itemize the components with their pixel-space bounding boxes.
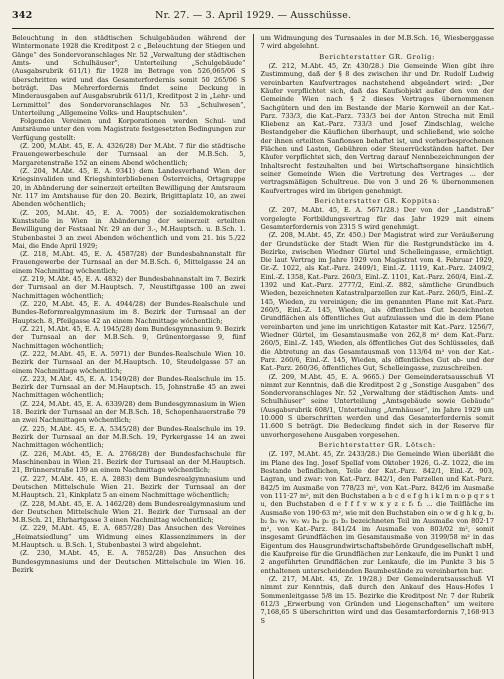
reporter-heading: Berichterstatter GR. Koppitsa: [314,196,441,205]
paragraph: (Z. 218, M.Abt. 45, E. A. 4587/28) der Bundesbahnanstalt für Frauengewerbe der Turnsaal an der M.B.Sch. 6, Mittelgasse 24 an einem Nachmittag wöchentlich; [12,250,246,275]
paragraph: um Widmungung des Turnsaales in der M.B.Sch. 16, Wiesberggasse 7 wird abgelehnt. [260,34,494,51]
paragraph: (Z. 205, M.Abt. 45, E. A. 7005) der sozialdemokratischen Kunststelle in Wien in Abänderung der seinerzeit erteilten Bewilligung der Festsaal Nr. 29 an der 3.-, M.Hauptsch. u. B.Sch. 1. Stubenbastei 3 an zwei Abenden wöchentlich und vom 21. bis 5./22 Mai, die Ende April 1929; [12,208,246,250]
paragraph: (Z. 207, M.Abt. 45, E. A. 5671/28.) Der von der „Landstraß“ vorgelegte Fortbildungsvertrag für das Jahr 1929 mit einem Gesamterfordernis von 2315 S wird genehmigt. [260,206,494,231]
left-column [12,34,251,679]
issue-line: Nr. 27. — 3. April 1929. — Ausschüsse. [155,10,352,21]
paragraph: Beleuchtung in den städtischen Schulgebäuden während der Wintermonate 1928 die Kreditpost 2 c „Beleuchtung der Stiegen und Gänge“ des Sondervoranschlages Nr. 52 „Verwaltung der städtischen Amts- und Schulhäuser“, Unterteilung „Schulgebäude“ (Ausgabsrubrik 611/1) für 1928 im Betrage von 526,065/06 S überschritten wird und das Gesamterfordernis somit 50 265/06 S beträgt. Das Mehrerfordernis findet seine Deckung in Minderausgaben auf Ausgabsrubrik 611/1, Kreditpost 2 in „Lehr- und Lernmittel“ des Sondervoranschlages Nr. 53 „Schulwesen“, Unterteilung „Allgemeine Volks- und Hauptschulen“. [12,34,246,117]
paragraph: (Z. 227, M.Abt. 45, E. A. 2883) dem Bundesrealgymnasium und Deutschen Mittelschule Wien 21. Bezirk der Turnsaal an der M.Hauptsch. 21, Kinkplatz 5 an einem Nachmittage wöchentlich; [12,474,246,500]
page-number: 342 [12,10,33,21]
reporter-heading: Berichterstatter GR. Grolig: [319,52,436,61]
paragraph: (Z. 220, M.Abt. 45, E. A. 4944/28) der Bundes-Realschule und Bundes-Reformrealgymnasium im 8. Bezirk der Turnsaal an der Hauptsch. 8, Pfeilgasse 42 an einem Nachmittage wöchentlich; [12,300,246,325]
page-header [12,10,494,29]
paragraph: (Z. 197, M.Abt. 45, Zr. 2433/28.) Die Gemeinde Wien überläßt die im Plane des Ing. Josef Spellaf vom Oktober 1926, G.-Z. 1022, die im Bestande befindlichen, Teile der Kat.-Parz. 842/1, Einl.-Z. 903, Lagran, und zwar: von Kat.-Parz. 842/1, den Parzellen und Kat.-Parz. 842/5 im Ausmaße von 778/23 m², von Kat.-Parz. 842/6 im Ausmaße von 111·27 m², mit den Buchstaben a b c d e f g h i k l m n o p q r s t u, den Buchstaben d e f f f v w x y z ε f₁ f₂ ... die Teilfläche im Ausmaße von 190·63 m², wie mit den Buchstaben ein o w d g h k g, b₁ b₂ b₃ w₁ w₂ w₃ b₄ p₂ g₃ b₃ bezeichneten Teil im Ausmaße von 802·17 m², von Kat.-Parz. 841/24 im Ausmaße von 803/02 m², somit insgesamt Grundflächen im Gesamtausmaße von 3199/58 m² in das Eigentum des Hausgrundwirtschaftsbehörde Grundgesellschaft mbH, die Kaufpreise für die Grundflächen zur Lenkaufe, die im Punkt 1 und 2 angeführten Grundflächen zur Lenkaufe, die im Punkte 3 bis 5 enthaltenen unterscheidenden Baumbestände zu vereinbarten bar. [260,450,494,575]
text-columns [12,34,494,679]
paragraph: (Z. 224, M.Abt. 45, E. A. 6339/28) dem Bundesgymnasium in Wien 18. Bezirk der Turnsaal an der M.B.Sch. 18, Schopenhauerstraße 79 an zwei Nachmittagen wöchentlich; [12,399,246,425]
paragraph: (Z. 223, M.Abt. 45, E. A. 1549/28) der Bundes-Realschule im 15. Bezirk der Turnsaal an der M.Hauptsch. 15, Johnstraße 45 an zwei Nachmittagen wöchentlich; [12,374,246,400]
paragraph: (Z. 226, M.Abt. 45, E. A. 2768/28) der Bundesfachschule für Maschinenbau in Wien 21. Bezirk der Turnsaal an der M.Hauptsch. 21, Brünnerstraße 139 an einem Nachmittage wöchentlich; [12,449,246,475]
paragraph: (Z. 204, M.Abt. 45, E. A. 9341) dem Landesverband Wien der Kriegsinvaliden und Kriegshinterbliebenen Österreichs, Ortsgruppe 20, in Abänderung der seinerzeit erteilten Bewilligung der Amtsraum Nr. 117 im Amtshause für den 20. Bezirk, Brigittaplatz 10, an zwei Abenden wöchentlich; [12,167,246,209]
paragraph: (Z. 209, M.Abt. 45, E. A. 9665.) Der Gemeinderatsausschuß VI nimmt zur Kenntnis, daß die Kreditpost 2 g „Sonstige Ausgaben“ des Sondervoranschlages Nr. 52 „Verwaltung der städtischen Amts- und Schulhäuser“ seine Unterteilung „Amtsgebäude sowie Gebäude“ (Ausgabsrubrik 608/1, Unterteilung „Armhäuser“, im Jahre 1929 um 10.000 S überschritten werden und das Gesamterfordernis somit 11.600 S beträgt. Die Bedeckung findet sich in der Reserve für unvorhergesehene Ausgaben vorgesehen. [260,372,494,439]
reporter-heading: Berichterstatter GR. Lötsch: [318,441,436,449]
right-column [255,34,494,679]
paragraph: (Z. 222, M.Abt. 45, E. A. 5971) der Bundes-Realschule Wien 10. Bezirk der Turnsaal an der M.Hauptsch. 10, Steudelgasse 57 an einem Nachmittage wöchentlich; [12,349,246,375]
column-rule [253,34,254,679]
paragraph: (Z. 217, M.Abt. 45, Zr. 19/28.) Der Gemeinderatsausschuß VI nimmt zur Kenntnis, daß durch den Ankauf des Haus-Hofes 1 Sommenleitgasse 5/8 im 15. Bezirke die Kreditpost Nr. 7 der Rubrik 612/3 „Erwerbung von Gründen und Liegenschaften“ um weitere 7,168,65 S überschritten wird und das Gesamterfordernis 7,168·913 S [260,575,494,625]
paragraph: (Z. 229, M.Abt. 45, E. A. 6857/28) Das Ansuchen des Vereines „Heimatsiedlung“ um Widmung eines Klassenzimmers in der M.Hauptsch. u. B.Sch. 1, Stubenbastei 3 wird abgelehnt. [12,524,246,550]
paragraph: (Z. 200, M.Abt. 45, E. A. 4326/28) Der M.Abt. 7 für die städtische Frauengewerbeschule der Turnsaal an der M.B.Sch. 5, Margaretenstraße 152 an einem Abend wöchentlich; [12,142,246,167]
paragraph: (Z. 228, M.Abt. 45, E. A. 1462/28) dem Bundesrealgymnasium und der Deutschen Mittelschule Wien 21. Bezirk der Turnsaal an der M.B.Sch. 21, Ehrhartgasse 3 einen Nachmittag wöchentlich; [12,499,246,525]
paragraph: Folgenden Vereinen und Korporationen werden Schul- und Amtsräume unter den vom Magistrate festgesetzten Bedingungen zur Verfügung gestellt: [12,117,246,142]
paragraph: (Z. 221, M.Abt. 45, E. A. 1945/28) dem Bundesgymnasium 9. Bezirk der Turnsaal an der M.B.Sch. 9, Grünentorgasse 9, fünf Nachmittagen wöchentlich; [12,324,246,350]
paragraph: (Z. 208, M.Abt. 45, Zr. 450.) Der Magistrat wird zur Veräußerung der Grundstücke der Stadt Wien für die Restgrundstücke im 4. Bezirke, zwischen Wiedner Gürtel und Schelleingasse, ermächtigt. Die laut Vertrag im Jahre 1929 von Magistrat vom 4. Februar 1929, Gr.-Z. 1022, als Kat.-Parz. 2409/1, Einl.-Z. 1119, Kat.-Parz. 2409/2, Einl.-Z. 1358, Kat.-Parz. 260/3, Einl.-Z. 1101, Kat.-Parz. 260/4, Einl.-Z. 1392 und Kat.-Parz. 2777/2, Einl.-Z. 882, sämtliche Grundbuch Wieden, bezeichneten Katastralparzellen zur Kat.-Parz. 260/5, Einl.-Z. 145, Wieden, zu vereinigen; die im genannten Plane mit Kat.-Parz. 260/5, Einl.-Z. 145, Wieden, als öffentliches Gut bezeichneten Grundflächen als öffentliches Gut aufzulassen und die in dem Plane vereinbarten und jene im unrichtigen Kataster mit Kat.-Parz. 1256/7, Wiedner Gürtel, im Gesamtausmaße von 262,8 m² dem Kat.-Parz. 260/5, Einl.-Z. 145, Wieden, als öffentliches Gut des Schlüsseles, daß die Abtretung an das Gesamtausmaß von 113/64 m² von der Kat.-Parz. 260/6, Einl.-Z. 145, Wieden, als öffentliches Gut ab- und der Kat.-Parz. 260/36, öffentliches Gut, Schelleingasse, zuzuschreiben. [260,231,494,373]
paragraph: (Z. 225, M.Abt. 45, E. A. 5345/28) der Bundes-Realschule im 19. Bezirk der Turnsaal an der M.B.Sch. 19, Pyrkergasse 14 an zwei Nachmittagen wöchentlich; [12,424,246,450]
paragraph: (Z. 219, M.Abt. 45, E. A. 4832) der Bundesbahnanstalt im 7. Bezirk der Turnsaal an der M.Hauptsch. 7, Neustiftgasse 100 an zwei Nachmittagen wöchentlich; [12,275,246,300]
paragraph: (Z. 230, M.Abt. 45, E. A. 7852/28) Das Ansuchen des Bundesgymnasiums und der Deutschen Mittelschule im Wien 16. Bezirk [12,549,246,574]
paragraph: (Z. 212, M.Abt. 45, Zr. 430/28.) Die Gemeinde Wien gibt ihre Zustimmung, daß der § 8 des zwischen ihr und Dr. Rudolf Ludwig vereinbarten Kaufvertrages nachstehend abgeändert wird: „Der Käufer verpflichtet sich, daß das Kaufsobjekt außer den von der Gemeinde Wien nach § 2 dieses Vertrages übernommenen Sachgütern und den im Bestande der Marie Kornweil an der Kat.-Parz. 733/3, die Kat.-Parz. 733/3 bei der Anton Strecha mit Emil Kliebenz an Kat.-Parz. 733/3 und Josef Zindschlag, welche Bestandgeber die Käuflichen überhaupt, und schließend, wie solche der ihnen erteilten Sanfionsen behaftet ist, und vorherbesprochenen Flächen und Lasten, Gebühren oder Steuerrückständen haftet. Der Käufer verpflichtet sich, den Vertrag darauf Nennbezeichnungen der Inhaltsrecht festzuhalten und bei Wirtschaftsorgane hinsichtlich seiner Gemeinde Wien die Vertretung des Vertrages ... der vertragsmäßigen Schultreue. Die von 3 und 26 % übernommenen Kaufvertrages wird im übrigen genehmigt. [260,61,494,195]
